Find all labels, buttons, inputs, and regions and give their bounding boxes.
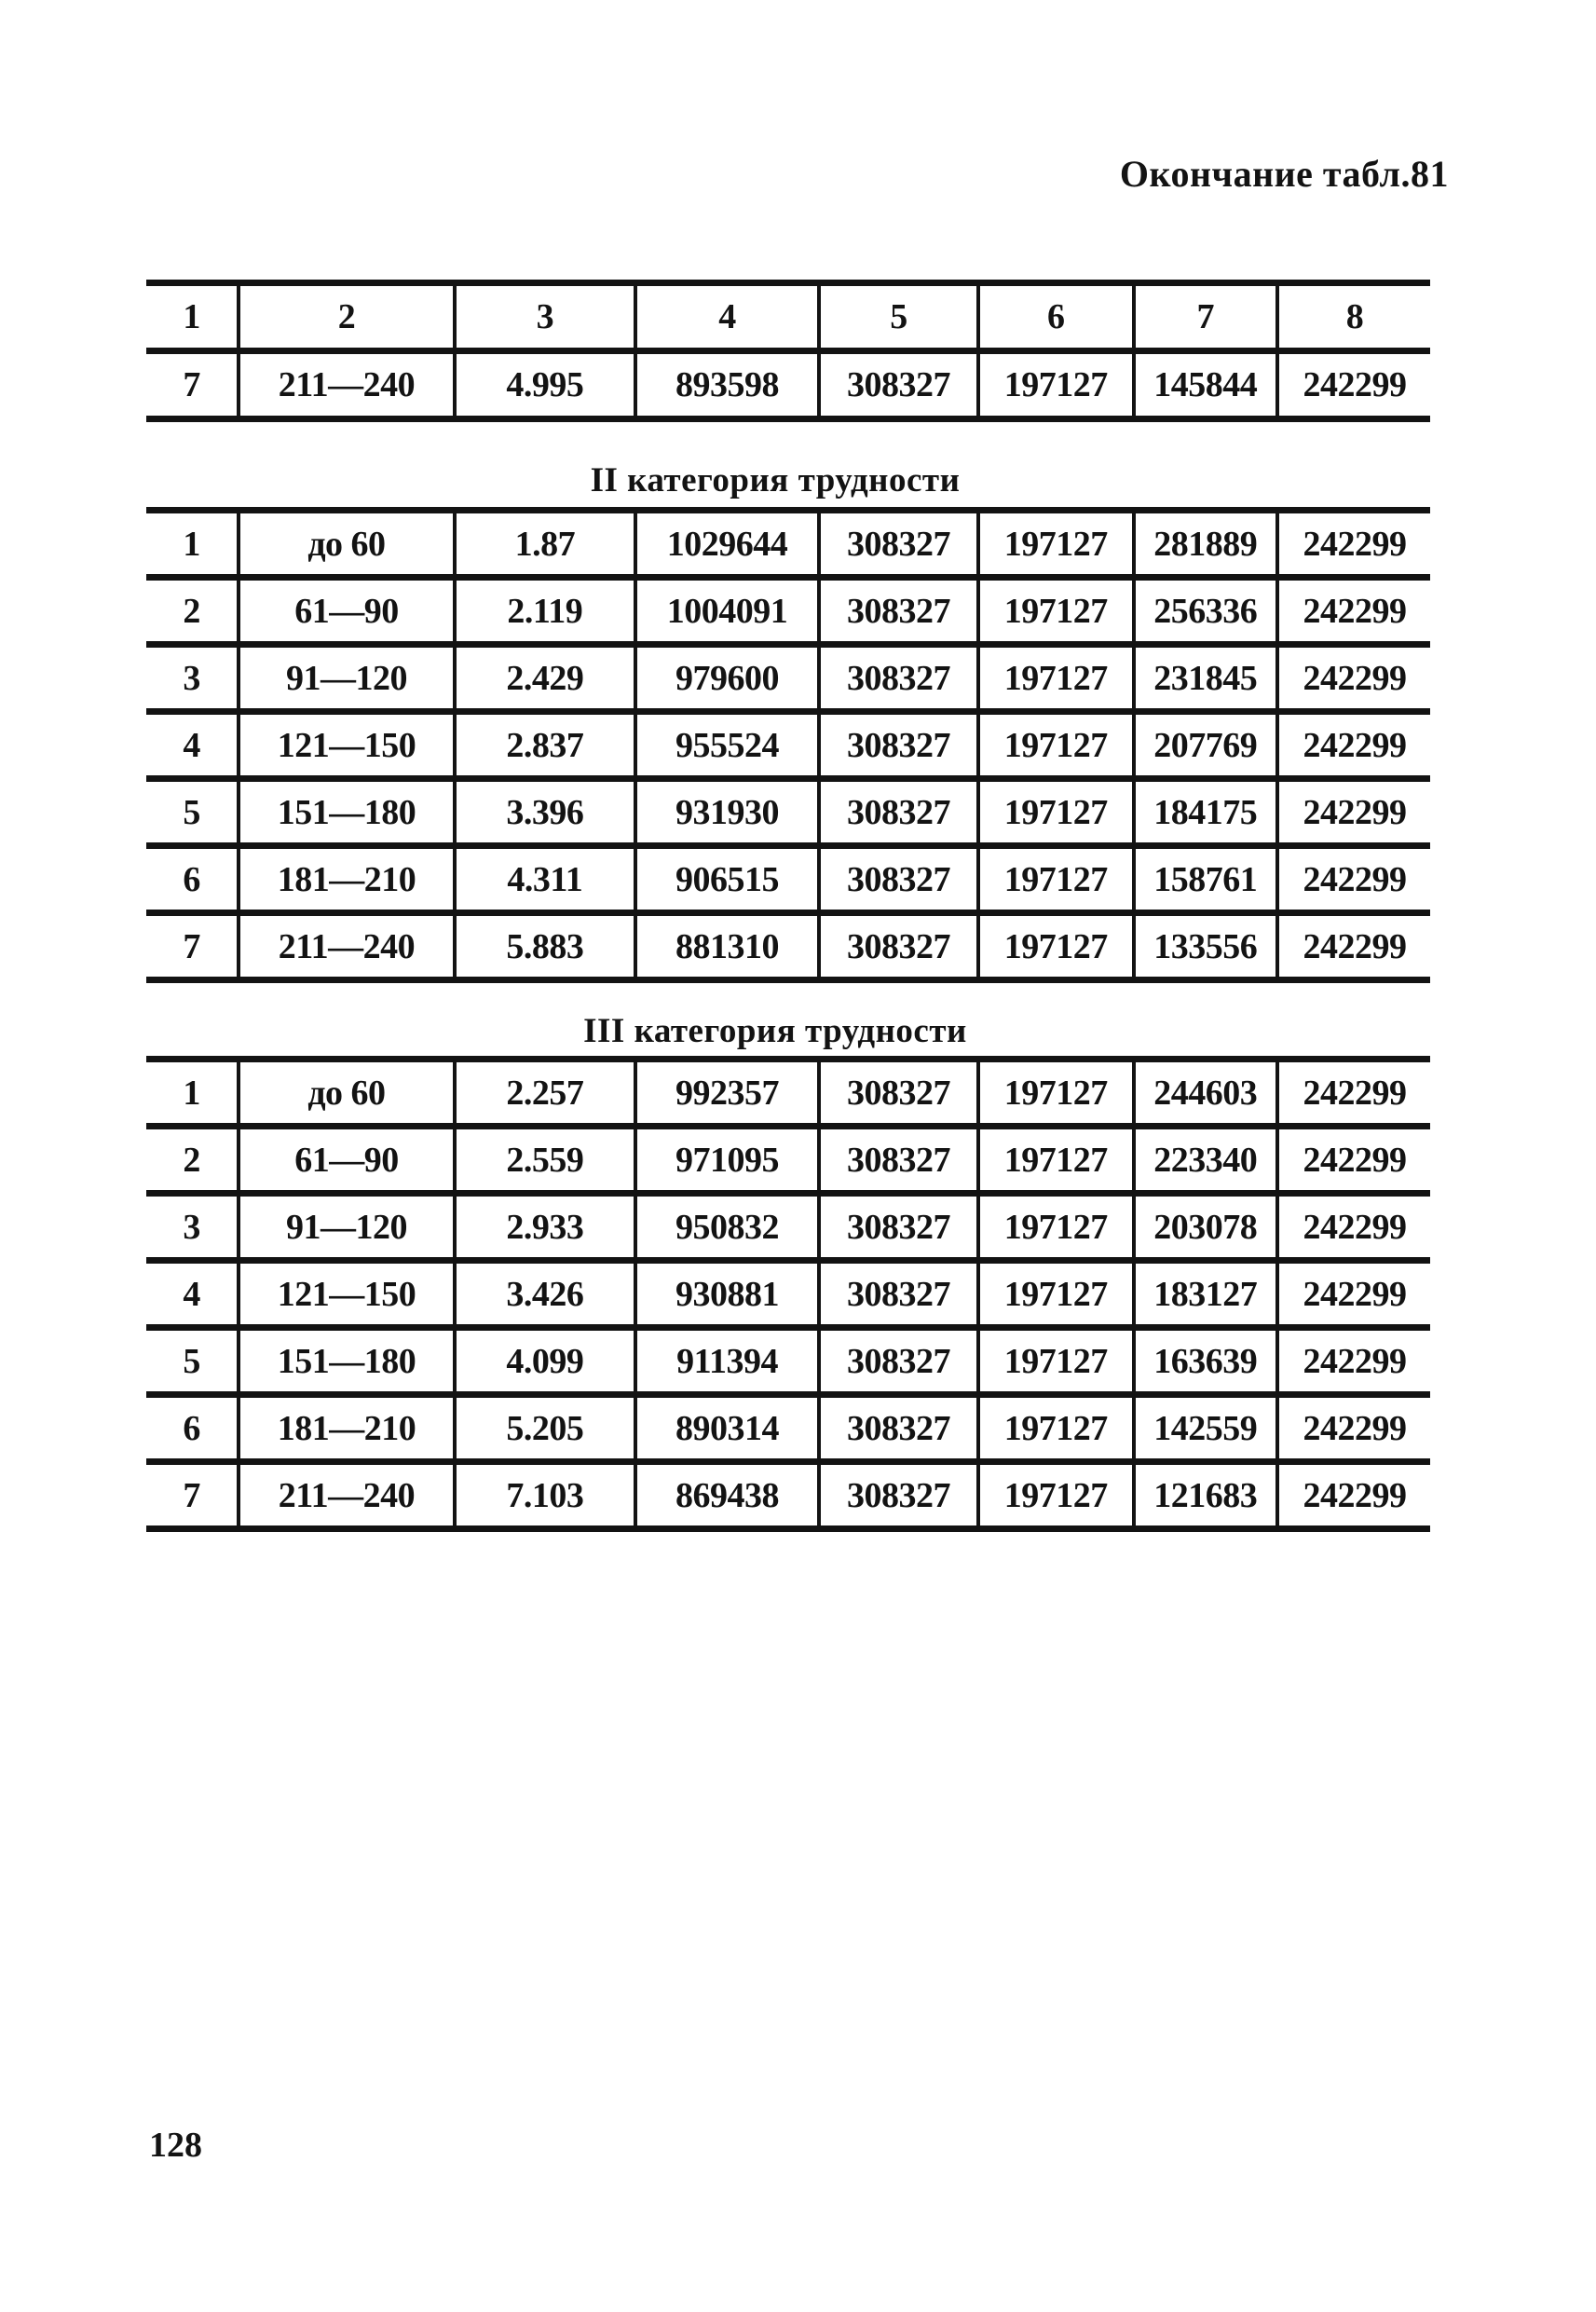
table-cell: 1004091	[635, 578, 819, 645]
table-row	[146, 1194, 1430, 1261]
table-cell: 308327	[819, 1060, 978, 1127]
table-cell: 4.995	[455, 351, 635, 419]
table-cell: 308327	[819, 1462, 978, 1529]
table-cell: 163639	[1134, 1328, 1277, 1395]
table-cell: 308327	[819, 779, 978, 846]
column-header: 7	[1134, 283, 1277, 351]
table-cell: 242299	[1277, 1261, 1430, 1328]
table-cell: 979600	[635, 645, 819, 712]
table-continuation-heading: Окончание табл.81	[1119, 153, 1449, 195]
table-cell: 91—120	[239, 645, 455, 712]
table-cell: 158761	[1134, 846, 1277, 913]
table-cell: 242299	[1277, 712, 1430, 779]
column-header: 8	[1277, 283, 1430, 351]
table-cell: 2.429	[455, 645, 635, 712]
table-cell: 931930	[635, 779, 819, 846]
table-cell: 197127	[978, 1194, 1134, 1261]
table-head-block	[146, 280, 1430, 422]
table-cell: 2.933	[455, 1194, 635, 1261]
table-cell: 2	[146, 1127, 239, 1194]
table-cell: 4	[146, 712, 239, 779]
table-cell: 197127	[978, 913, 1134, 980]
column-header-group	[146, 283, 1430, 351]
column-header-row	[146, 283, 1430, 351]
table-row	[146, 578, 1430, 645]
table-cell: 242299	[1277, 351, 1430, 419]
table-row	[146, 1127, 1430, 1194]
table-cell: 308327	[819, 1261, 978, 1328]
table-cell: 2	[146, 578, 239, 645]
table-cell: 242299	[1277, 511, 1430, 578]
table-cell: 930881	[635, 1261, 819, 1328]
table-cell: 1029644	[635, 511, 819, 578]
table-cell: 308327	[819, 578, 978, 645]
table-row	[146, 1395, 1430, 1462]
table-cell: 308327	[819, 1127, 978, 1194]
table-cell: 242299	[1277, 578, 1430, 645]
column-header: 1	[183, 297, 200, 336]
table-cell: 6	[146, 1395, 239, 1462]
table-cell: 151—180	[239, 1328, 455, 1395]
table-cell: 2.837	[455, 712, 635, 779]
table-cell: 1	[183, 524, 200, 564]
table-cell: 4	[146, 1261, 239, 1328]
table-cell: 145844	[1134, 351, 1277, 419]
table-cell: 992357	[635, 1060, 819, 1127]
page-number: 128	[149, 2126, 202, 2165]
table-cell: 950832	[635, 1194, 819, 1261]
category-2-rows	[146, 511, 1430, 980]
table-cell: 308327	[819, 712, 978, 779]
table-cell: 7	[146, 1462, 239, 1529]
table-cell: до 60	[239, 511, 455, 578]
table-cell: 223340	[1134, 1127, 1277, 1194]
table-cell: 3.396	[455, 779, 635, 846]
table-cell: 197127	[978, 351, 1134, 419]
table-cell: 121683	[1134, 1462, 1277, 1529]
table-cell: 231845	[1134, 645, 1277, 712]
table-cell: 893598	[635, 351, 819, 419]
table-cell: 2.119	[455, 578, 635, 645]
table-cell: 308327	[819, 1395, 978, 1462]
table-cell: 308327	[819, 1328, 978, 1395]
table-cell: 197127	[978, 511, 1134, 578]
table-cell: 211—240	[239, 913, 455, 980]
table-cell: 5	[146, 779, 239, 846]
table-cell: 242299	[1277, 913, 1430, 980]
table-cell: 242299	[1277, 1395, 1430, 1462]
table-cell: 244603	[1134, 1060, 1277, 1127]
table-cell: 6	[146, 846, 239, 913]
table-cell: 61—90	[239, 1127, 455, 1194]
table-cell: 4.311	[455, 846, 635, 913]
table-row	[146, 1328, 1430, 1395]
table-cell: 197127	[978, 1261, 1134, 1328]
table-cell: 4.099	[455, 1328, 635, 1395]
table-cell: 197127	[978, 1060, 1134, 1127]
table-cell: 61—90	[239, 578, 455, 645]
table-area	[146, 280, 1430, 1532]
column-header: 5	[819, 283, 978, 351]
table-cell: 197127	[978, 779, 1134, 846]
table-cell: 181—210	[239, 1395, 455, 1462]
table-cell: 7	[146, 913, 239, 980]
table-row	[146, 1462, 1430, 1529]
table-row	[146, 1060, 1430, 1127]
table-cell: 308327	[819, 645, 978, 712]
table-cell: 184175	[1134, 779, 1277, 846]
table-cell: 197127	[978, 645, 1134, 712]
table-cell: 242299	[1277, 1328, 1430, 1395]
table-cell: 955524	[635, 712, 819, 779]
table-cell: 203078	[1134, 1194, 1277, 1261]
table-cell: 906515	[635, 846, 819, 913]
table-cell: 151—180	[239, 779, 455, 846]
table-cell: 3.426	[455, 1261, 635, 1328]
column-header: 2	[239, 283, 455, 351]
table-row	[146, 846, 1430, 913]
table-row	[146, 1261, 1430, 1328]
table-cell: 207769	[1134, 712, 1277, 779]
table-cell: 308327	[819, 846, 978, 913]
table-cell: 242299	[1277, 1060, 1430, 1127]
table-cell: 211—240	[239, 351, 455, 419]
table-cell: 971095	[635, 1127, 819, 1194]
table-cell: 890314	[635, 1395, 819, 1462]
table-cell: 308327	[819, 1194, 978, 1261]
table-cell: 183127	[1134, 1261, 1277, 1328]
table-cell: 7	[146, 351, 239, 419]
table-cell: 2.257	[455, 1060, 635, 1127]
table-cell: 197127	[978, 1395, 1134, 1462]
table-row	[146, 511, 1430, 578]
table-cell: 881310	[635, 913, 819, 980]
table-cell: 242299	[1277, 846, 1430, 913]
table-cell: 197127	[978, 1328, 1134, 1395]
table-cell: 197127	[978, 1127, 1134, 1194]
table-cell: 142559	[1134, 1395, 1277, 1462]
table-cell: 121—150	[239, 712, 455, 779]
table-cell: 211—240	[239, 1462, 455, 1529]
table-cell: 242299	[1277, 1127, 1430, 1194]
continuation-row-group	[146, 351, 1430, 419]
table-cell: 242299	[1277, 1194, 1430, 1261]
table-cell: 5.883	[455, 913, 635, 980]
table-cell: 7.103	[455, 1462, 635, 1529]
table-cell: 242299	[1277, 779, 1430, 846]
table-cell: 1	[183, 1073, 200, 1113]
table-category-3	[146, 1056, 1430, 1532]
table-cell: 197127	[978, 1462, 1134, 1529]
column-header: 6	[978, 283, 1134, 351]
table-row	[146, 351, 1430, 419]
section-title-category-3: III категория трудности	[583, 1012, 967, 1050]
table-cell: 91—120	[239, 1194, 455, 1261]
table-cell: 281889	[1134, 511, 1277, 578]
table-cell: 242299	[1277, 1462, 1430, 1529]
table-cell: 181—210	[239, 846, 455, 913]
table-cell: 197127	[978, 846, 1134, 913]
table-row	[146, 779, 1430, 846]
table-cell: 2.559	[455, 1127, 635, 1194]
table-row	[146, 712, 1430, 779]
table-cell: 197127	[978, 578, 1134, 645]
section-title-category-2: II категория трудности	[590, 461, 961, 499]
column-header: 4	[635, 283, 819, 351]
category-3-rows	[146, 1060, 1430, 1529]
table-cell: 197127	[978, 712, 1134, 779]
table-cell: 242299	[1277, 645, 1430, 712]
table-cell: 256336	[1134, 578, 1277, 645]
table-cell: 911394	[635, 1328, 819, 1395]
table-row	[146, 645, 1430, 712]
table-cell: 869438	[635, 1462, 819, 1529]
table-cell: 121—150	[239, 1261, 455, 1328]
table-cell: 133556	[1134, 913, 1277, 980]
table-cell: 1.87	[455, 511, 635, 578]
table-cell: 5.205	[455, 1395, 635, 1462]
table-cell: 308327	[819, 511, 978, 578]
table-cell: 3	[146, 645, 239, 712]
table-cell: 3	[146, 1194, 239, 1261]
column-header: 3	[455, 283, 635, 351]
table-cell: до 60	[239, 1060, 455, 1127]
table-cell: 5	[146, 1328, 239, 1395]
table-row	[146, 913, 1430, 980]
table-cell: 308327	[819, 351, 978, 419]
table-category-2	[146, 507, 1430, 983]
table-cell: 308327	[819, 913, 978, 980]
